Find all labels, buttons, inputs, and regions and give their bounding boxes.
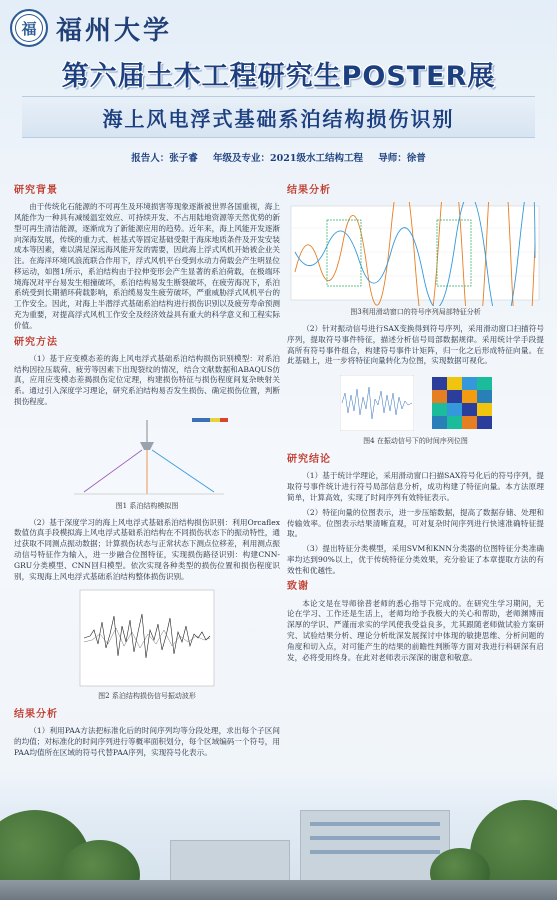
university-seal-icon: 福 (10, 9, 48, 47)
university-logo (10, 6, 172, 50)
advisor: 导师：徐普 (378, 153, 426, 164)
figure-4-bitmap (287, 371, 544, 435)
grade-major: 年级及专业：2021级水工结构工程 (213, 153, 363, 164)
figure-3-symbol-sequence (287, 202, 544, 306)
thanks-paragraph: 本论文是在导师徐普老师的悉心指导下完成的。在研究生学习期间，无论在学习、工作还是生活上，老师均给予我极大的关心和帮助，老师渊博而深厚的学识、严谨而求实的学风使我受益良多，尤其跟随老师做试验方案研究、试验结果分析、理论分析纰深发展探讨中体现的敏捷思维、分析问题的角度和切入点，对可能产生的结果的前瞻性判断等方面对我进行科研深有启发，必将受用终身。在此对老师表示深深的谢意和敬意。 (287, 598, 544, 662)
conclusion-3: （3）提出特征分类模型，采用SVM和KNN分类器的位图特征分类准确率均达到90%以上，优于传统特征分类效果，充分验证了本章提取方法的有效性和优越性。 (287, 544, 544, 575)
right-column (287, 182, 544, 667)
section-heading-conclusion: 研究结论 (287, 454, 331, 466)
method-paragraph-1: （1）基于应变模态差的海上风电浮式基础系泊结构损伤识别模型：对系泊结构因拉压载荷、疲劳等因素下出现裂纹的情况，结合文献数据和ABAQUS仿真，应用应变模态差揭损伤定位定理，构建损伤特征与损伤程度间复杂映射关系。通过引入深度学习理论，研究系泊结构易否发生损伤、确定损伤位置，判断损伤程度。 (14, 353, 280, 406)
method-paragraph-2: （2）基于深度学习的海上风电浮式基础系泊结构损伤识别：利用Orcaflex数值仿真手段模拟海上风电浮式基础系泊结构在不同损伤状态下的振动特性，通过获取不同测点振动数据；计算损伤状态与正常状态下测点位移差，利用测点振动信号特征作为输入，进一步融合位图特征，实现损伤路径识别：构建CNN-GRU分类模型、CNN回归模型。依次实现各种类型的损伤位置和损伤程度识别，实现海上风电浮式基础系泊结构整体损伤识别。 (14, 517, 280, 581)
campus-background-image (0, 770, 557, 900)
results-paragraph-2: （2）针对振动信号进行SAX变换得到符号序列，采用滑动窗口扫描符号序列，提取符号事件特征，描述分析信号局部数据规律。采用统计学手段提高所有符号事件组合，构建符号事件计矩阵，归一化之后形成特征向量。在此基础上，进一步将特征向量转化为位图，实现数据可视化。 (287, 324, 544, 366)
section-heading-results-left: 结果分析 (14, 709, 58, 721)
event-title: 第六届土木工程研究生POSTER展 (61, 61, 496, 92)
noise-signal-image (340, 375, 414, 431)
presenter: 报告人：张子睿 (131, 153, 198, 164)
section-heading-results-right: 结果分析 (287, 185, 331, 196)
conclusion-2: （2）特征向量的位图表示，进一步压缩数据，提高了数据存储、处理和传输效率。位图表示结果清晰直观，可对复杂时间序列进行快速准确特征提取。 (287, 507, 544, 539)
mooring-schematic-image (14, 412, 280, 500)
figure-4-caption: 图4 在振动信号下的时间序列位图 (363, 437, 468, 446)
section-heading-background: 研究背景 (14, 185, 58, 196)
background-paragraph: 由于传统化石能源的不可再生及环境损害等现象逐渐被世界各国重视，海上风能作为一种具有减缓温室效应、可持续开发、不占用陆地资源等天然优势的新型可再生清洁能源，逐渐成为了新能源应用的趋势。近年来，海上风能开发逐渐向深海发展，传统的重力式、桩基式等固定基础受限于海床地质条件及开发安装成本等因素，难以满足深远海风能开发的需要，因此海上浮式风机开始被企业关注。在海洋环境风浪流联合作用下，浮式风机平台受到水动力荷载会产生明显位移运动，如图1所示，系泊结构由于拉伸变形会产生显著的系泊荷载，在极端环境海况对平台易发生相撞破坏，系泊结构易发生断裂破坏，在疲劳海况下，系泊系统受到长期循环荷载影响，系泊缆易发生疲劳破坏，严重威胁浮式风机平台的工作安全。因此，对海上半潜浮式基础系泊结构进行损伤识别以及疲劳寿命预测充为重要，对提高浮式风机工作安全及经济效益具有重大的科学意义和工程实际价值。 (14, 202, 280, 330)
section-heading-thanks: 致谢 (287, 581, 309, 593)
university-name: 福州大学 (56, 15, 173, 46)
figure-1-caption: 图1 系泊结构模拟图 (115, 501, 179, 510)
left-column (14, 182, 280, 763)
figure-1-mooring-diagram (14, 412, 280, 500)
waveform-image (14, 586, 280, 690)
poster-title: 海上风电浮式基础系泊结构损伤识别 (102, 106, 455, 131)
figure-2-caption: 图2 系泊结构损伤信号振动波形 (98, 692, 196, 701)
results-paragraph-1: （1）利用PAA方法把标准化后的时间序列均等分段处理，求出每个子区间的均值；对标准化的时间序列进行等概率面积划分，每个区域编码一个符号，用PAA均值所在区域的符号代替PAA序列，实现符号化表示。 (14, 726, 280, 757)
bitmap-heatmap-image (432, 377, 492, 429)
figure-3-caption: 图3利用滑动窗口的符号序列局部特征分析 (350, 308, 481, 317)
title-panel (22, 96, 535, 138)
conclusion-1: （1）基于统计学理论，采用滑动窗口扫描SAX符号化后的符号序列，提取符号事件统计进行符号局部信息分析，成功构建了特征向量。本方法原理简单，计算高效，实现了时间序列有效特征表示。 (287, 471, 544, 502)
figure-2-vibration-waveform (14, 586, 280, 690)
author-line (0, 150, 557, 164)
sliding-window-plot-image (287, 202, 544, 306)
section-heading-method: 研究方法 (14, 336, 58, 348)
